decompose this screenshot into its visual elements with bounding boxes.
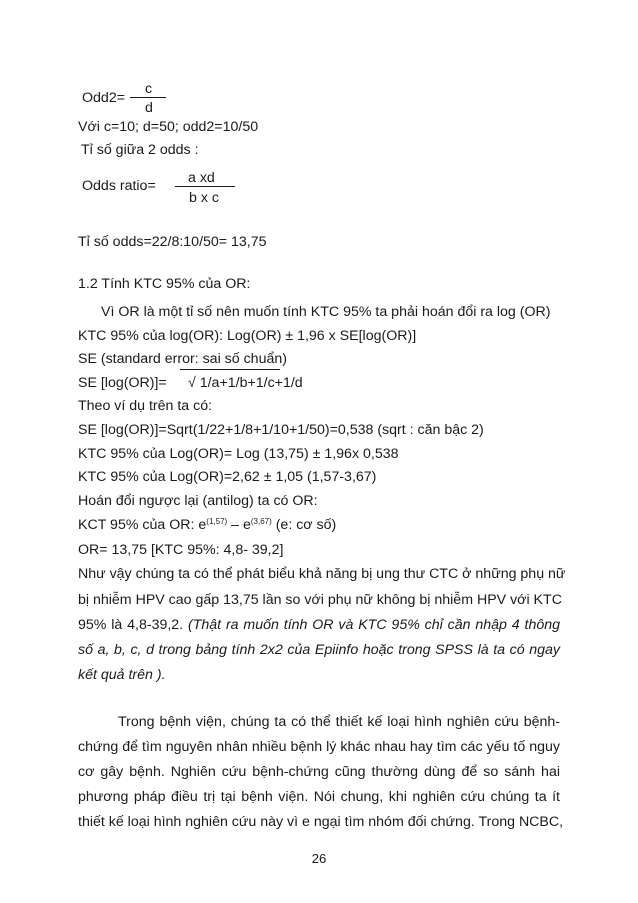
hospital-line-3: cơ gây bệnh. Nghiên cứu bệnh-chứng cũng thường dùng để so sánh hai <box>78 764 560 780</box>
page-number: 26 <box>311 851 327 866</box>
conclusion-line-5: kết quả trên ). <box>78 667 166 683</box>
se-rule <box>180 369 280 370</box>
conclusion-line-3-plain: 95% là 4,8-39,2. <box>78 617 184 633</box>
result-line: Tỉ số odds=22/8:10/50= 13,75 <box>78 234 267 250</box>
ktc-log2-line: KTC 95% của Log(OR)=2,62 ± 1,05 (1,57-3,67) <box>78 469 377 485</box>
conclusion-line-3 <box>78 617 560 633</box>
kct-line <box>78 517 336 533</box>
odds-ratio-label: Odds ratio= <box>82 178 156 194</box>
ktc-formula-line: KTC 95% của log(OR): Log(OR) ± 1,96 x SE[log(OR)] <box>78 328 417 344</box>
odd2-fraction-bar <box>130 97 166 98</box>
conclusion-line-3-italic: (Thật ra muốn tính OR và KTC 95% chỉ cần nhập 4 thông <box>188 617 561 633</box>
kct-prefix: KCT 95% của OR: e <box>78 517 207 533</box>
intro-paragraph: Vì OR là một tỉ số nên muốn tính KTC 95% ta phải hoán đổi ra log (OR) <box>101 304 551 320</box>
odds-ratio-fraction-bar <box>175 186 235 187</box>
odd2-label: Odd2= <box>82 90 125 106</box>
conclusion-line-2: bị nhiễm HPV cao gấp 13,75 lần so với phụ nữ không bị nhiễm HPV với KTC <box>78 592 562 608</box>
se-definition-line: SE (standard error: sai số chuẩn) <box>78 351 287 367</box>
or-final-line: OR= 13,75 [KTC 95%: 4,8- 39,2] <box>78 542 284 558</box>
section-heading: 1.2 Tính KTC 95% của OR: <box>78 276 251 292</box>
conclusion-line-4: số a, b, c, d trong bảng tính 2x2 của Epiinfo hoặc trong SPSS là ta có ngay <box>78 642 560 658</box>
kct-middle: – e <box>227 517 251 533</box>
conclusion-line-1: Như vậy chúng ta có thể phát biểu khả năng bị ung thư CTC ở những phụ nữ <box>78 566 566 582</box>
odd2-denominator: d <box>145 100 153 116</box>
antilog-line: Hoán đổi ngược lại (antilog) ta có OR: <box>78 493 318 509</box>
ktc-log-line: KTC 95% của Log(OR)= Log (13,75) ± 1,96x 0,538 <box>78 446 399 462</box>
ratio-intro-line: Tỉ số giữa 2 odds : <box>81 142 199 158</box>
odds-ratio-denominator: b x c <box>189 190 219 206</box>
se-formula-left: SE [log(OR)]= <box>78 375 167 391</box>
se-calc-line: SE [log(OR)]=Sqrt(1/22+1/8+1/10+1/50)=0,538 (sqrt : căn bậc 2) <box>78 422 484 438</box>
example-line: Theo ví dụ trên ta có: <box>78 398 213 414</box>
hospital-line-5: thiết kế loại hình nghiên cứu này vì e ngại tìm nhóm đối chứng. Trong NCBC, <box>78 814 564 830</box>
se-formula-right: √ 1/a+1/b+1/c+1/d <box>188 375 303 391</box>
kct-exponent-2: (3,67) <box>250 517 272 526</box>
hospital-line-2: chứng để tìm nguyên nhân nhiều bệnh lý khác nhau hay tìm các yếu tố nguy <box>78 739 560 755</box>
odds-ratio-numerator: a xd <box>188 170 215 186</box>
odd2-numerator: c <box>145 81 153 97</box>
values-line: Với c=10; d=50; odd2=10/50 <box>78 119 259 135</box>
hospital-line-1: Trong bệnh viện, chúng ta có thể thiết kế loại hình nghiên cứu bệnh- <box>118 714 560 730</box>
kct-exponent-1: (1,57) <box>206 517 228 526</box>
hospital-line-4: phương pháp điều trị tại bệnh viện. Nói chung, khi nghiên cứu chúng ta ít <box>78 789 560 805</box>
kct-suffix: (e: cơ số) <box>271 517 337 533</box>
